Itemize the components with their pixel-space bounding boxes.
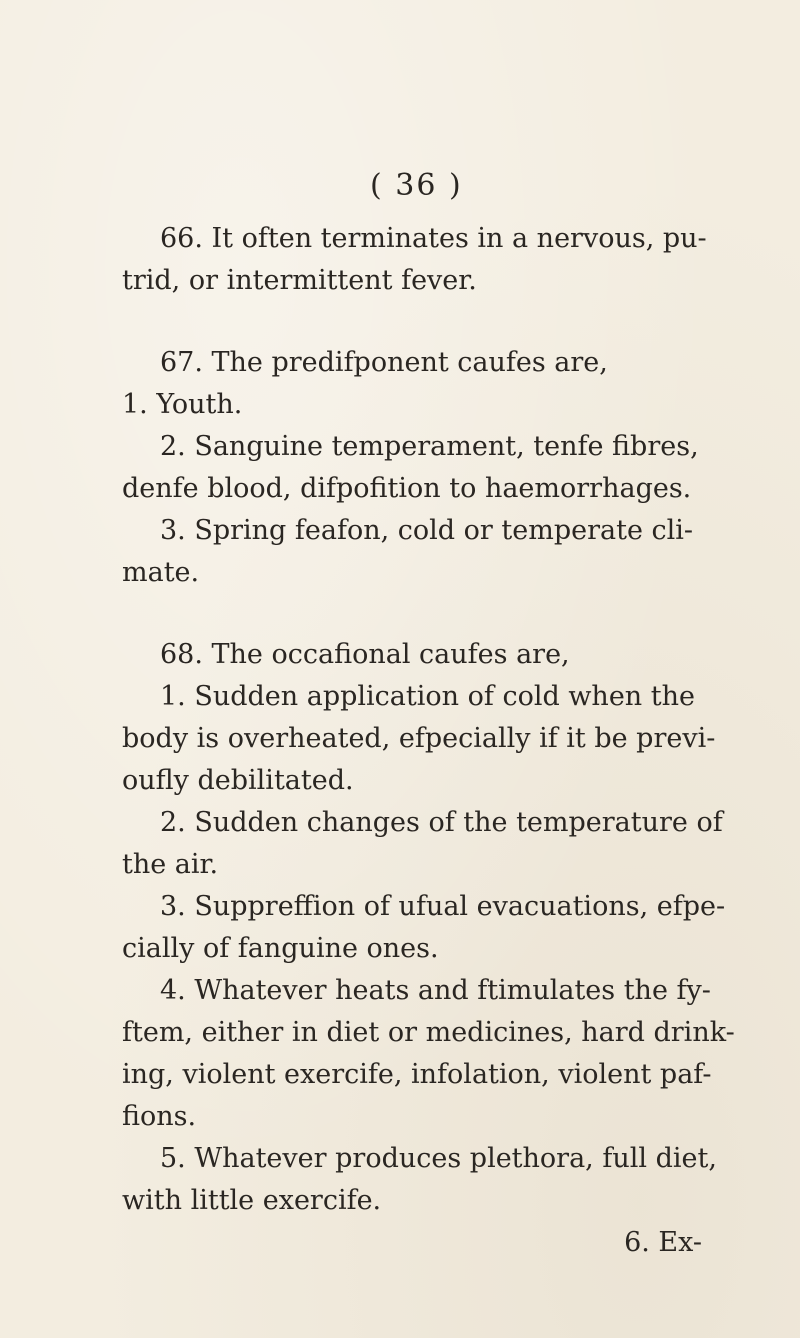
text-line: body is overheated, efpecially if it be previ-	[122, 723, 716, 754]
text-line: 1. Sudden application of cold when the	[160, 681, 695, 712]
text-line: 2. Sanguine temperament, tenfe fibres,	[160, 431, 699, 462]
text-line: 3. Spring feafon, cold or temperate cli-	[160, 515, 694, 546]
text-line: trid, or intermittent fever.	[122, 265, 477, 296]
paragraph-gap	[122, 302, 702, 342]
catchword: 6. Ex-	[624, 1227, 702, 1258]
text-line: ing, violent exercife, infolation, violent paf-	[122, 1059, 712, 1090]
text-line: ftem, either in diet or medicines, hard drink-	[122, 1017, 735, 1048]
paragraph-gap	[122, 594, 702, 634]
text-line: oufly debilitated.	[122, 765, 354, 796]
text-line: 66. It often terminates in a nervous, pu-	[160, 223, 707, 254]
text-line: the air.	[122, 849, 219, 880]
text-line: mate.	[122, 557, 200, 588]
text-line: 3. Suppreffion of ufual evacuations, efpe-	[160, 891, 726, 922]
page-number: ( 36 )	[370, 168, 463, 203]
text-line: cially of fanguine ones.	[122, 933, 439, 964]
text-line: 67. The predifponent caufes are,	[160, 347, 608, 378]
text-line: 5. Whatever produces plethora, full diet,	[160, 1143, 717, 1174]
text-line: 1. Youth.	[122, 389, 243, 420]
text-line: 4. Whatever heats and ftimulates the fy-	[160, 975, 711, 1006]
text-line: 2. Sudden changes of the temperature of	[160, 807, 723, 838]
text-line: 68. The occafional caufes are,	[160, 639, 570, 670]
text-line: with little exercife.	[122, 1185, 382, 1216]
page-text	[122, 218, 735, 1264]
text-line: denfe blood, difpofition to haemorrhages.	[122, 473, 692, 504]
text-line: fions.	[122, 1101, 197, 1132]
